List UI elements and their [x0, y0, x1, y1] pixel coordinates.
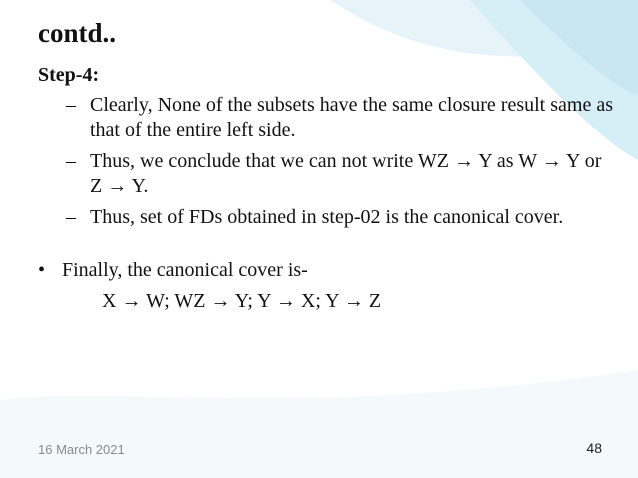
slide-title: contd.. [38, 18, 117, 48]
dash-item [38, 93, 618, 143]
dash-icon: – [66, 150, 76, 172]
dash-item-text: Clearly, None of the subsets have the same closure result same as that of the entire left side. [90, 94, 613, 141]
spacer [38, 236, 618, 258]
bullet-icon: • [38, 259, 46, 281]
dash-item [38, 149, 618, 199]
dash-item-text: Thus, we conclude that we can not write WZ → Y as W → Y or Z → Y. [90, 150, 602, 197]
dash-item-text: Thus, set of FDs obtained in step-02 is the canonical cover. [90, 206, 564, 228]
page-number: 48 [586, 440, 602, 456]
bullet-item [38, 258, 618, 283]
step-heading: Step-4: [38, 64, 100, 86]
dash-icon: – [66, 206, 76, 228]
bullet-item-text: Finally, the canonical cover is- [62, 259, 308, 281]
dash-icon: – [66, 94, 76, 116]
footer-date: 16 March 2021 [38, 442, 125, 457]
canonical-cover-formula: X → W; WZ → Y; Y → X; Y → Z [102, 290, 382, 312]
dash-item [38, 205, 618, 230]
slide-body [38, 64, 618, 314]
